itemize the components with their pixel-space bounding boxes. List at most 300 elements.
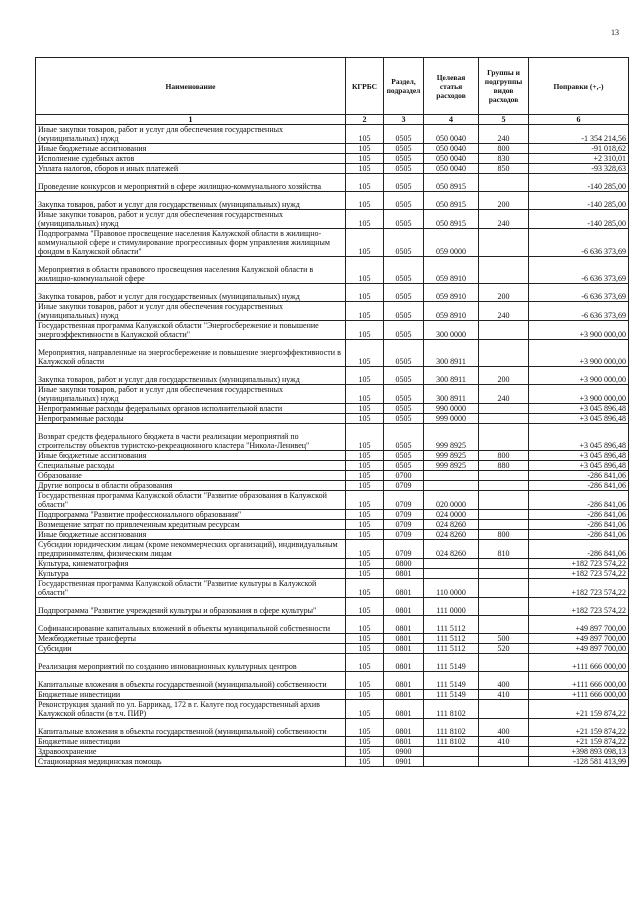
row-kgrbs: 105 xyxy=(346,144,384,154)
row-razdel: 0801 xyxy=(384,672,424,690)
row-kgrbs: 105 xyxy=(346,700,384,719)
row-amount: -6 636 373,69 xyxy=(529,257,629,284)
row-target-article: 111 8102 xyxy=(424,719,479,737)
row-name: Исполнение судебных актов xyxy=(36,154,346,164)
row-razdel: 0709 xyxy=(384,491,424,510)
row-expense-group: 200 xyxy=(479,192,529,210)
row-name: Специальные расходы xyxy=(36,461,346,471)
row-name: Непрограммные расходы федеральных органов исполнительной власти xyxy=(36,404,346,414)
row-kgrbs: 105 xyxy=(346,192,384,210)
row-amount: +111 666 000,00 xyxy=(529,690,629,700)
row-target-article: 999 8925 xyxy=(424,424,479,451)
row-expense-group: 800 xyxy=(479,530,529,540)
row-name: Проведение конкурсов и мероприятий в сфере жилищно-коммунального хозяйства xyxy=(36,174,346,192)
table-row xyxy=(36,367,629,385)
row-razdel: 0505 xyxy=(384,125,424,144)
row-amount: +49 897 700,00 xyxy=(529,616,629,634)
row-razdel: 0505 xyxy=(384,144,424,154)
table-row xyxy=(36,210,629,229)
row-kgrbs: 105 xyxy=(346,616,384,634)
table-row xyxy=(36,424,629,451)
row-kgrbs: 105 xyxy=(346,414,384,424)
table-row xyxy=(36,672,629,690)
table-row xyxy=(36,579,629,598)
row-name: Закупка товаров, работ и услуг для государственных (муниципальных) нужд xyxy=(36,284,346,302)
row-amount: -286 841,06 xyxy=(529,520,629,530)
row-amount: +182 723 574,22 xyxy=(529,569,629,579)
row-kgrbs: 105 xyxy=(346,154,384,164)
row-expense-group xyxy=(479,616,529,634)
row-target-article: 059 0000 xyxy=(424,229,479,257)
row-amount: +111 666 000,00 xyxy=(529,672,629,690)
row-amount: +3 045 896,48 xyxy=(529,461,629,471)
row-expense-group xyxy=(479,481,529,491)
row-razdel: 0801 xyxy=(384,616,424,634)
row-name: Культура, кинематография xyxy=(36,559,346,569)
row-razdel: 0801 xyxy=(384,644,424,654)
row-target-article: 050 0040 xyxy=(424,154,479,164)
row-target-article: 111 8102 xyxy=(424,737,479,747)
row-expense-group: 200 xyxy=(479,367,529,385)
row-name: Подпрограмма "Развитие профессионального образования" xyxy=(36,510,346,520)
row-razdel: 0505 xyxy=(384,284,424,302)
row-expense-group: 400 xyxy=(479,672,529,690)
row-amount: -91 018,62 xyxy=(529,144,629,154)
row-target-article: 024 8260 xyxy=(424,520,479,530)
row-amount: +3 900 000,00 xyxy=(529,321,629,340)
row-expense-group: 850 xyxy=(479,164,529,174)
table-row xyxy=(36,747,629,757)
table-row xyxy=(36,321,629,340)
row-kgrbs: 105 xyxy=(346,719,384,737)
row-target-article: 050 8915 xyxy=(424,192,479,210)
row-target-article: 059 8910 xyxy=(424,257,479,284)
table-row xyxy=(36,461,629,471)
row-razdel: 0505 xyxy=(384,404,424,414)
row-amount: -140 285,00 xyxy=(529,210,629,229)
row-razdel: 0801 xyxy=(384,634,424,644)
row-target-article: 111 8102 xyxy=(424,700,479,719)
table-row xyxy=(36,616,629,634)
row-expense-group: 240 xyxy=(479,125,529,144)
row-expense-group xyxy=(479,559,529,569)
table-row xyxy=(36,144,629,154)
row-target-article: 999 0000 xyxy=(424,414,479,424)
row-razdel: 0505 xyxy=(384,164,424,174)
row-target-article: 110 0000 xyxy=(424,579,479,598)
row-expense-group xyxy=(479,491,529,510)
row-expense-group xyxy=(479,404,529,414)
table-row xyxy=(36,540,629,559)
table-row xyxy=(36,451,629,461)
row-razdel: 0505 xyxy=(384,192,424,210)
row-expense-group: 500 xyxy=(479,634,529,644)
row-amount: +3 045 896,48 xyxy=(529,404,629,414)
table-row xyxy=(36,510,629,520)
row-kgrbs: 105 xyxy=(346,540,384,559)
row-amount: +3 900 000,00 xyxy=(529,385,629,404)
row-target-article: 111 5149 xyxy=(424,690,479,700)
row-name: Мероприятия в области правового просвещения населения Калужской области в жилищно-коммунальной сфере xyxy=(36,257,346,284)
row-expense-group: 800 xyxy=(479,451,529,461)
row-kgrbs: 105 xyxy=(346,757,384,767)
row-amount: -286 841,06 xyxy=(529,510,629,520)
row-amount: -6 636 373,69 xyxy=(529,229,629,257)
row-name: Иные закупки товаров, работ и услуг для обеспечения государственных (муниципальных) нужд xyxy=(36,302,346,321)
row-amount: -286 841,06 xyxy=(529,530,629,540)
row-name: Бюджетные инвестиции xyxy=(36,737,346,747)
column-number: 4 xyxy=(424,115,479,125)
row-amount: +3 900 000,00 xyxy=(529,367,629,385)
row-expense-group xyxy=(479,700,529,719)
row-razdel: 0505 xyxy=(384,257,424,284)
row-razdel: 0709 xyxy=(384,481,424,491)
row-target-article: 024 0000 xyxy=(424,510,479,520)
table-row xyxy=(36,737,629,747)
row-razdel: 0709 xyxy=(384,510,424,520)
header-razdel: Раздел, подраздел xyxy=(384,58,424,115)
row-expense-group: 410 xyxy=(479,690,529,700)
row-kgrbs: 105 xyxy=(346,579,384,598)
row-expense-group: 520 xyxy=(479,644,529,654)
row-target-article: 300 8911 xyxy=(424,367,479,385)
row-razdel: 0801 xyxy=(384,598,424,616)
row-expense-group xyxy=(479,424,529,451)
row-target-article: 999 8925 xyxy=(424,461,479,471)
row-amount: -286 841,06 xyxy=(529,481,629,491)
row-expense-group xyxy=(479,654,529,672)
row-amount: -6 636 373,69 xyxy=(529,302,629,321)
table-row xyxy=(36,174,629,192)
row-expense-group: 830 xyxy=(479,154,529,164)
row-amount: +182 723 574,22 xyxy=(529,559,629,569)
row-kgrbs: 105 xyxy=(346,634,384,644)
table-row xyxy=(36,644,629,654)
row-target-article: 111 5149 xyxy=(424,672,479,690)
table-row xyxy=(36,284,629,302)
row-kgrbs: 105 xyxy=(346,424,384,451)
row-razdel: 0505 xyxy=(384,210,424,229)
row-amount: -140 285,00 xyxy=(529,192,629,210)
row-kgrbs: 105 xyxy=(346,321,384,340)
row-target-article xyxy=(424,471,479,481)
row-razdel: 0801 xyxy=(384,719,424,737)
row-razdel: 0709 xyxy=(384,530,424,540)
row-expense-group: 240 xyxy=(479,302,529,321)
row-kgrbs: 105 xyxy=(346,491,384,510)
row-kgrbs: 105 xyxy=(346,644,384,654)
table-row xyxy=(36,414,629,424)
row-razdel: 0709 xyxy=(384,540,424,559)
row-amount: +49 897 700,00 xyxy=(529,634,629,644)
row-expense-group xyxy=(479,174,529,192)
row-name: Стационарная медицинская помощь xyxy=(36,757,346,767)
row-target-article: 300 8911 xyxy=(424,385,479,404)
row-razdel: 0505 xyxy=(384,174,424,192)
row-target-article: 024 8260 xyxy=(424,540,479,559)
row-target-article: 111 5149 xyxy=(424,654,479,672)
row-kgrbs: 105 xyxy=(346,672,384,690)
row-razdel: 0709 xyxy=(384,520,424,530)
row-kgrbs: 105 xyxy=(346,210,384,229)
column-number: 5 xyxy=(479,115,529,125)
header-kgrbs: КГРБС xyxy=(346,58,384,115)
row-amount: +398 893 098,13 xyxy=(529,747,629,757)
table-row xyxy=(36,481,629,491)
row-expense-group xyxy=(479,229,529,257)
header-amount: Поправки (+,-) xyxy=(529,58,629,115)
row-kgrbs: 105 xyxy=(346,510,384,520)
row-expense-group xyxy=(479,757,529,767)
row-razdel: 0801 xyxy=(384,654,424,672)
row-kgrbs: 105 xyxy=(346,471,384,481)
row-amount: +182 723 574,22 xyxy=(529,598,629,616)
column-number: 6 xyxy=(529,115,629,125)
row-kgrbs: 105 xyxy=(346,125,384,144)
row-amount: +2 310,01 xyxy=(529,154,629,164)
row-name: Подпрограмма "Развитие учреждений культуры и образования в сфере культуры" xyxy=(36,598,346,616)
row-name: Иные закупки товаров, работ и услуг для обеспечения государственных (муниципальных) нужд xyxy=(36,385,346,404)
row-expense-group: 810 xyxy=(479,540,529,559)
table-row xyxy=(36,491,629,510)
row-expense-group xyxy=(479,569,529,579)
row-expense-group: 880 xyxy=(479,461,529,471)
table-row xyxy=(36,385,629,404)
row-kgrbs: 105 xyxy=(346,284,384,302)
row-target-article: 050 0040 xyxy=(424,125,479,144)
row-name: Бюджетные инвестиции xyxy=(36,690,346,700)
row-target-article: 059 8910 xyxy=(424,302,479,321)
row-razdel: 0505 xyxy=(384,154,424,164)
table-row xyxy=(36,257,629,284)
page-number: 13 xyxy=(611,28,619,37)
row-expense-group: 200 xyxy=(479,284,529,302)
row-kgrbs: 105 xyxy=(346,461,384,471)
row-kgrbs: 105 xyxy=(346,690,384,700)
table-body xyxy=(36,125,629,767)
table-row xyxy=(36,700,629,719)
table-row xyxy=(36,530,629,540)
row-target-article: 111 0000 xyxy=(424,598,479,616)
table-row xyxy=(36,757,629,767)
row-name: Иные бюджетные ассигнования xyxy=(36,451,346,461)
row-name: Реконструкция зданий по ул. Баррикад, 172 в г. Калуге под государственный архив Калужской области (в т.ч. ПИР) xyxy=(36,700,346,719)
row-kgrbs: 105 xyxy=(346,737,384,747)
row-target-article: 050 0040 xyxy=(424,164,479,174)
row-kgrbs: 105 xyxy=(346,174,384,192)
row-razdel: 0700 xyxy=(384,471,424,481)
row-kgrbs: 105 xyxy=(346,747,384,757)
row-name: Межбюджетные трансферты xyxy=(36,634,346,644)
budget-amendments-table xyxy=(35,57,629,767)
row-kgrbs: 105 xyxy=(346,654,384,672)
row-razdel: 0801 xyxy=(384,569,424,579)
row-razdel: 0505 xyxy=(384,385,424,404)
row-kgrbs: 105 xyxy=(346,385,384,404)
row-kgrbs: 105 xyxy=(346,451,384,461)
row-kgrbs: 105 xyxy=(346,520,384,530)
header-group: Группы и подгруппы видов расходов xyxy=(479,58,529,115)
row-amount: -6 636 373,69 xyxy=(529,284,629,302)
row-target-article: 111 5112 xyxy=(424,634,479,644)
row-razdel: 0505 xyxy=(384,302,424,321)
row-expense-group xyxy=(479,520,529,530)
row-amount: +21 159 874,22 xyxy=(529,700,629,719)
row-amount: -1 354 214,56 xyxy=(529,125,629,144)
row-name: Уплата налогов, сборов и иных платежей xyxy=(36,164,346,174)
row-amount: +21 159 874,22 xyxy=(529,719,629,737)
row-razdel: 0505 xyxy=(384,414,424,424)
row-target-article xyxy=(424,559,479,569)
table-row xyxy=(36,598,629,616)
row-expense-group xyxy=(479,471,529,481)
row-target-article: 999 8925 xyxy=(424,451,479,461)
table-row xyxy=(36,340,629,367)
row-name: Капитальные вложения в объекты государственной (муниципальной) собственности xyxy=(36,719,346,737)
row-name: Непрограммные расходы xyxy=(36,414,346,424)
row-kgrbs: 105 xyxy=(346,598,384,616)
row-expense-group: 240 xyxy=(479,385,529,404)
row-name: Государственная программа Калужской области "Энергосбережение и повышение энергоэффективности в Калужской области" xyxy=(36,321,346,340)
row-target-article: 050 0040 xyxy=(424,144,479,154)
row-razdel: 0505 xyxy=(384,461,424,471)
row-razdel: 0900 xyxy=(384,747,424,757)
row-kgrbs: 105 xyxy=(346,340,384,367)
table-row xyxy=(36,192,629,210)
header-target: Целевая статья расходов xyxy=(424,58,479,115)
row-name: Закупка товаров, работ и услуг для государственных (муниципальных) нужд xyxy=(36,367,346,385)
row-kgrbs: 105 xyxy=(346,164,384,174)
row-kgrbs: 105 xyxy=(346,559,384,569)
row-target-article: 020 0000 xyxy=(424,491,479,510)
row-razdel: 0801 xyxy=(384,700,424,719)
row-target-article: 050 8915 xyxy=(424,210,479,229)
row-kgrbs: 105 xyxy=(346,569,384,579)
row-razdel: 0505 xyxy=(384,340,424,367)
row-amount: -286 841,06 xyxy=(529,471,629,481)
header-name: Наименование xyxy=(36,58,346,115)
column-number-row xyxy=(36,115,629,125)
row-expense-group xyxy=(479,321,529,340)
table-row xyxy=(36,520,629,530)
row-razdel: 0801 xyxy=(384,737,424,747)
row-razdel: 0801 xyxy=(384,579,424,598)
row-razdel: 0505 xyxy=(384,451,424,461)
table-row xyxy=(36,690,629,700)
table-row xyxy=(36,302,629,321)
row-kgrbs: 105 xyxy=(346,257,384,284)
table-row xyxy=(36,719,629,737)
row-name: Реализация мероприятий по созданию инновационных культурных центров xyxy=(36,654,346,672)
row-amount: -286 841,06 xyxy=(529,540,629,559)
table-row xyxy=(36,154,629,164)
row-expense-group xyxy=(479,340,529,367)
row-kgrbs: 105 xyxy=(346,404,384,414)
row-name: Мероприятия, направленные на энергосбережение и повышение энергоэффективности в Калужской области xyxy=(36,340,346,367)
table-row xyxy=(36,654,629,672)
row-expense-group: 410 xyxy=(479,737,529,747)
row-name: Образование xyxy=(36,471,346,481)
row-amount: -93 328,63 xyxy=(529,164,629,174)
row-kgrbs: 105 xyxy=(346,481,384,491)
row-kgrbs: 105 xyxy=(346,302,384,321)
row-name: Капитальные вложения в объекты государственной (муниципальной) собственности xyxy=(36,672,346,690)
row-name: Софинансирование капитальных вложений в объекты муниципальной собственности xyxy=(36,616,346,634)
row-target-article xyxy=(424,569,479,579)
row-expense-group xyxy=(479,747,529,757)
row-expense-group: 240 xyxy=(479,210,529,229)
table-header-row xyxy=(36,58,629,115)
row-name: Здравоохранение xyxy=(36,747,346,757)
row-razdel: 0505 xyxy=(384,321,424,340)
row-target-article: 300 0000 xyxy=(424,321,479,340)
row-expense-group xyxy=(479,510,529,520)
row-amount: +182 723 574,22 xyxy=(529,579,629,598)
row-name: Закупка товаров, работ и услуг для государственных (муниципальных) нужд xyxy=(36,192,346,210)
row-kgrbs: 105 xyxy=(346,229,384,257)
table-row xyxy=(36,559,629,569)
column-number: 3 xyxy=(384,115,424,125)
row-target-article: 059 8910 xyxy=(424,284,479,302)
row-kgrbs: 105 xyxy=(346,367,384,385)
row-target-article xyxy=(424,757,479,767)
row-expense-group xyxy=(479,257,529,284)
row-kgrbs: 105 xyxy=(346,530,384,540)
row-amount: +3 045 896,48 xyxy=(529,414,629,424)
row-target-article: 990 0000 xyxy=(424,404,479,414)
row-razdel: 0800 xyxy=(384,559,424,569)
row-razdel: 0901 xyxy=(384,757,424,767)
column-number: 2 xyxy=(346,115,384,125)
row-name: Иные бюджетные ассигнования xyxy=(36,530,346,540)
row-expense-group xyxy=(479,414,529,424)
row-razdel: 0801 xyxy=(384,690,424,700)
row-expense-group xyxy=(479,579,529,598)
row-expense-group: 400 xyxy=(479,719,529,737)
row-name: Субсидии юридическим лицам (кроме некоммерческих организаций), индивидуальным предпринимателям, физическим лицам xyxy=(36,540,346,559)
table-row xyxy=(36,164,629,174)
table-row xyxy=(36,634,629,644)
row-target-article: 111 5112 xyxy=(424,616,479,634)
row-amount: +111 666 000,00 xyxy=(529,654,629,672)
table-row xyxy=(36,404,629,414)
row-razdel: 0505 xyxy=(384,367,424,385)
row-amount: +3 045 896,48 xyxy=(529,451,629,461)
row-target-article: 024 8260 xyxy=(424,530,479,540)
row-amount: +3 045 896,48 xyxy=(529,424,629,451)
table-row xyxy=(36,471,629,481)
row-target-article: 300 8911 xyxy=(424,340,479,367)
table-row xyxy=(36,125,629,144)
row-name: Культура xyxy=(36,569,346,579)
row-name: Иные закупки товаров, работ и услуг для обеспечения государственных (муниципальных) нужд xyxy=(36,125,346,144)
row-amount: +49 897 700,00 xyxy=(529,644,629,654)
column-number: 1 xyxy=(36,115,346,125)
row-razdel: 0505 xyxy=(384,424,424,451)
row-target-article: 050 8915 xyxy=(424,174,479,192)
row-name: Другие вопросы в области образования xyxy=(36,481,346,491)
row-name: Подпрограмма "Правовое просвещение населения Калужской области в жилищно-коммунальной сфере и стимулирование прогрессивных форм управления жилищным фондом в Калужской области" xyxy=(36,229,346,257)
table-row xyxy=(36,569,629,579)
row-name: Иные закупки товаров, работ и услуг для обеспечения государственных (муниципальных) нужд xyxy=(36,210,346,229)
row-razdel: 0505 xyxy=(384,229,424,257)
row-expense-group xyxy=(479,598,529,616)
row-amount: +3 900 000,00 xyxy=(529,340,629,367)
row-name: Возврат средств федерального бюджета в части реализации мероприятий по строительству объектов туристско-рекреационного кластера "Никола-Ленивец" xyxy=(36,424,346,451)
row-amount: -140 285,00 xyxy=(529,174,629,192)
row-expense-group: 800 xyxy=(479,144,529,154)
row-name: Субсидии xyxy=(36,644,346,654)
